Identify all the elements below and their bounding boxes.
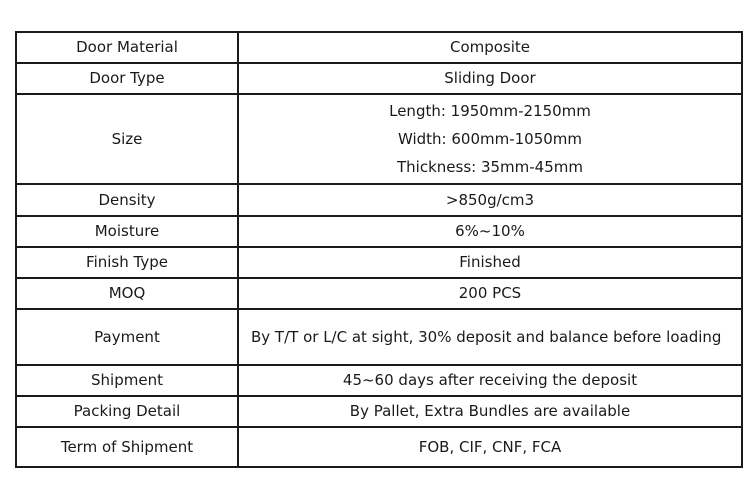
row-label-shipment: Shipment (16, 365, 238, 396)
table-row-shipment (16, 365, 742, 396)
row-label-packing-detail: Packing Detail (16, 396, 238, 427)
table-row-moq (16, 278, 742, 309)
row-value-door-type: Sliding Door (238, 63, 742, 94)
row-value-term-of-shipment: FOB, CIF, CNF, FCA (238, 427, 742, 467)
row-label-term-of-shipment: Term of Shipment (16, 427, 238, 467)
table-row-finish-type (16, 247, 742, 278)
row-label-density: Density (16, 184, 238, 216)
row-value-payment: By T/T or L/C at sight, 30% deposit and balance before loading (238, 309, 742, 365)
row-label-door-material: Door Material (16, 32, 238, 63)
table-row-term-of-shipment (16, 427, 742, 467)
table-row-door-type (16, 63, 742, 94)
table-row-payment (16, 309, 742, 365)
row-value-shipment: 45~60 days after receiving the deposit (238, 365, 742, 396)
table-row-moisture (16, 216, 742, 247)
row-value-door-material: Composite (238, 32, 742, 63)
size-line-thickness: Thickness: 35mm-45mm (397, 158, 583, 176)
table-row-size (16, 94, 742, 184)
table-row-density (16, 184, 742, 216)
row-label-finish-type: Finish Type (16, 247, 238, 278)
row-label-moisture: Moisture (16, 216, 238, 247)
size-line-width: Width: 600mm-1050mm (397, 130, 583, 148)
row-value-packing-detail: By Pallet, Extra Bundles are available (238, 396, 742, 427)
row-value-moq: 200 PCS (238, 278, 742, 309)
row-value-moisture: 6%~10% (238, 216, 742, 247)
row-value-density: >850g/cm3 (238, 184, 742, 216)
size-line-length: Length: 1950mm-2150mm (389, 102, 591, 120)
row-label-door-type: Door Type (16, 63, 238, 94)
row-label-size: Size (16, 94, 238, 184)
product-spec-table (15, 31, 743, 468)
row-label-payment: Payment (16, 309, 238, 365)
row-value-finish-type: Finished (238, 247, 742, 278)
table-row-packing-detail (16, 396, 742, 427)
table-row-door-material (16, 32, 742, 63)
row-value-size (238, 94, 742, 184)
row-label-moq: MOQ (16, 278, 238, 309)
